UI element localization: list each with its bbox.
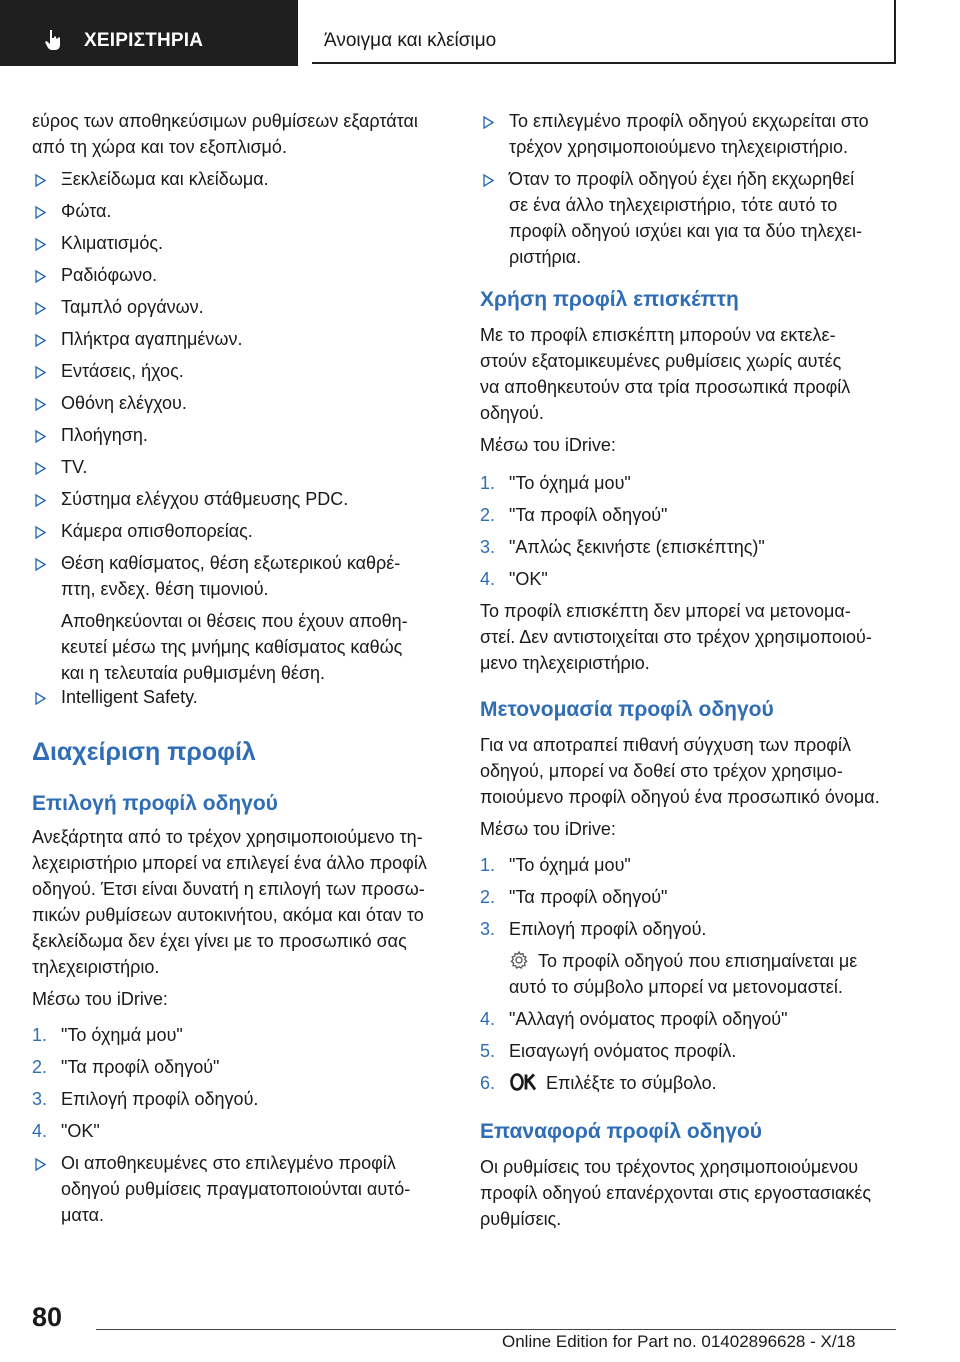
gear-icon (509, 950, 529, 970)
list-item: Ταμπλό οργάνων. (61, 297, 204, 317)
heading-guest-profile: Χρήση προφίλ επισκέπτη (480, 288, 739, 311)
step-text: Εισαγωγή ονόματος προφίλ. (509, 1041, 737, 1061)
step-number: 2. (480, 887, 496, 907)
arrow-bullet-icon (483, 174, 494, 187)
step-number: 2. (32, 1057, 48, 1077)
heading-select-profile: Επιλογή προφίλ οδηγού (32, 792, 278, 815)
via-idrive: Μέσω του iDrive: (480, 435, 616, 455)
body-line: προφίλ οδηγού επανέρχονται στις εργοστασιακές (480, 1183, 872, 1203)
arrow-bullet-icon (35, 206, 46, 219)
body-line: Για να αποτραπεί πιθανή σύγχυση των προφίλ (480, 735, 851, 755)
step-text: "Τα προφίλ οδηγού" (61, 1057, 220, 1077)
step-number: 2. (480, 505, 496, 525)
arrow-bullet-icon (35, 334, 46, 347)
step-number: 1. (32, 1025, 48, 1045)
list-item: Ραδιόφωνο. (61, 265, 158, 285)
body-line: ρυθμίσεις. (480, 1209, 562, 1229)
hand-icon (42, 28, 66, 52)
arrow-bullet-icon (35, 526, 46, 539)
arrow-bullet-icon (35, 692, 46, 705)
heading-reset-profile: Επαναφορά προφίλ οδηγού (480, 1120, 762, 1143)
list-item: Θέση καθίσματος, θέση εξωτερικού καθρέ- (61, 553, 401, 573)
list-item-cont: ματα. (61, 1205, 105, 1225)
arrow-bullet-icon (35, 430, 46, 443)
arrow-bullet-icon (35, 1158, 46, 1171)
list-item: Φώτα. (61, 201, 112, 221)
note-line: αυτό το σύμβολο μπορεί να μετονομαστεί. (509, 977, 843, 997)
subsection-title: Άνοιγμα και κλείσιμο (324, 30, 497, 51)
arrow-bullet-icon (35, 302, 46, 315)
list-item: Intelligent Safety. (61, 687, 198, 707)
list-item: Εντάσεις, ήχος. (61, 361, 184, 381)
step-text: "Τα προφίλ οδηγού" (509, 887, 668, 907)
list-item-cont: πτη, ενδεχ. θέση τιμονιού. (61, 579, 269, 599)
note-line: και η τελευταία ρυθμισμένη θέση. (61, 663, 326, 683)
list-item: Σύστημα ελέγχου στάθμευσης PDC. (61, 489, 349, 509)
body-line: οδηγού. Έτσι είναι δυνατή η επιλογή των προσω- (32, 879, 425, 899)
step-number: 6. (480, 1073, 496, 1093)
step-text: Επιλογή προφίλ οδηγού. (61, 1089, 259, 1109)
list-item: Όταν το προφίλ οδηγού έχει ήδη εκχωρηθεί (509, 169, 855, 189)
list-item-cont: σε ένα άλλο τηλεχειριστήριο, τότε αυτό το (509, 195, 838, 215)
arrow-bullet-icon (35, 462, 46, 475)
step-number: 4. (480, 1009, 496, 1029)
intro-line: από τη χώρα και τον εξοπλισμό. (32, 137, 287, 157)
section-tab (0, 0, 298, 66)
body-line: πικών ρυθμίσεων αυτοκινήτου, ακόμα και όταν το (32, 905, 424, 925)
body-line: λεχειριστήριο μπορεί να επιλεγεί ένα άλλο προφίλ (32, 853, 427, 873)
arrow-bullet-icon (35, 398, 46, 411)
edition-text: Online Edition for Part no. 01402896628 - X/18 (502, 1332, 856, 1351)
body-line: ξεκλείδωμα δεν έχει γίνει με το προσωπικό σας (32, 931, 407, 951)
step-text: "Το όχημά μου" (509, 473, 631, 493)
step-text: "OK" (61, 1121, 100, 1141)
list-item: Κλιματισμός. (61, 233, 164, 253)
step-number: 1. (480, 473, 496, 493)
body-line: στούν εξατομικευμένες ρυθμίσεις χωρίς αυτές (480, 351, 842, 371)
list-item: Πλήκτρα αγαπημένων. (61, 329, 243, 349)
body-line: τηλεχειριστήριο. (32, 957, 160, 977)
body-line: οδηγού, μπορεί να δοθεί στο τρέχον χρησιμο- (480, 761, 843, 781)
step-text: "Αλλαγή ονόματος προφίλ οδηγού" (509, 1009, 788, 1029)
step-number: 4. (32, 1121, 48, 1141)
step-number: 5. (480, 1041, 496, 1061)
via-idrive: Μέσω του iDrive: (32, 989, 168, 1009)
list-item: Πλοήγηση. (61, 425, 148, 445)
step-number: 3. (480, 537, 496, 557)
note-line: κευτεί μέσω της μνήμης καθίσματος καθώς (61, 637, 403, 657)
step-text: "Το όχημά μου" (509, 855, 631, 875)
heading-profile-management: Διαχείριση προφίλ (32, 738, 256, 766)
step-text: "Απλώς ξεκινήστε (επισκέπτης)" (509, 537, 765, 557)
step-text: "Το όχημά μου" (61, 1025, 183, 1045)
list-item-cont: τρέχον χρησιμοποιούμενο τηλεχειριστήριο. (509, 137, 849, 157)
subsection-box (312, 0, 896, 64)
step-text: "OK" (509, 569, 548, 589)
list-item: Το επιλεγμένο προφίλ οδηγού εκχωρείται στο (509, 111, 869, 131)
body-line: να αποθηκευτούν στα τρία προσωπικά προφίλ (480, 377, 851, 397)
step-text: Επιλέξτε το σύμβολο. (546, 1073, 717, 1093)
step-number: 3. (480, 919, 496, 939)
list-item: Οθόνη ελέγχου. (61, 393, 187, 413)
body-line: Το προφίλ επισκέπτη δεν μπορεί να μετονομα- (480, 601, 851, 621)
body-line: στεί. Δεν αντιστοιχείται στο τρέχον χρησιμοποιού- (480, 627, 872, 647)
heading-rename-profile: Μετονομασία προφίλ οδηγού (480, 698, 774, 721)
page-number: 80 (32, 1302, 63, 1332)
step-text: Επιλογή προφίλ οδηγού. (509, 919, 707, 939)
page-header (0, 0, 960, 66)
via-idrive: Μέσω του iDrive: (480, 819, 616, 839)
body-line: Με το προφίλ επισκέπτη μπορούν να εκτελε- (480, 325, 836, 345)
ok-symbol-icon (509, 1072, 539, 1092)
note-line: Το προφίλ οδηγού που επισημαίνεται με (538, 951, 858, 971)
arrow-bullet-icon (35, 238, 46, 251)
list-item: Κάμερα οπισθοπορείας. (61, 521, 253, 541)
list-item-cont: προφίλ οδηγού ισχύει και για τα δύο τηλεχει- (509, 221, 863, 241)
step-number: 4. (480, 569, 496, 589)
arrow-bullet-icon (35, 558, 46, 571)
list-item-cont: ριστήρια. (509, 247, 582, 267)
body-line: Ανεξάρτητα από το τρέχον χρησιμοποιούμενο τη- (32, 827, 423, 847)
arrow-bullet-icon (483, 116, 494, 129)
section-title: ΧΕΙΡΙΣΤΗΡΙΑ (84, 30, 204, 51)
step-number: 1. (480, 855, 496, 875)
step-text: "Τα προφίλ οδηγού" (509, 505, 668, 525)
footer-divider (96, 1329, 896, 1330)
list-item-cont: οδηγού ρυθμίσεις πραγματοποιούνται αυτό- (61, 1179, 411, 1199)
arrow-bullet-icon (35, 366, 46, 379)
note-line: Αποθηκεύονται οι θέσεις που έχουν αποθη- (61, 611, 408, 631)
intro-line: εύρος των αποθηκεύσιμων ρυθμίσεων εξαρτάται (32, 111, 418, 131)
list-item: TV. (61, 457, 88, 477)
body-line: οδηγού. (480, 403, 544, 423)
body-line: ποιούμενο προφίλ οδηγού ένα προσωπικό όνομα. (480, 787, 880, 807)
list-item: Ξεκλείδωμα και κλείδωμα. (61, 169, 269, 189)
body-line: Οι ρυθμίσεις του τρέχοντος χρησιμοποιούμενου (480, 1157, 859, 1177)
list-item: Οι αποθηκευμένες στο επιλεγμένο προφίλ (61, 1153, 396, 1173)
body-line: μενο τηλεχειριστήριο. (480, 653, 650, 673)
arrow-bullet-icon (35, 270, 46, 283)
arrow-bullet-icon (35, 494, 46, 507)
step-number: 3. (32, 1089, 48, 1109)
arrow-bullet-icon (35, 174, 46, 187)
